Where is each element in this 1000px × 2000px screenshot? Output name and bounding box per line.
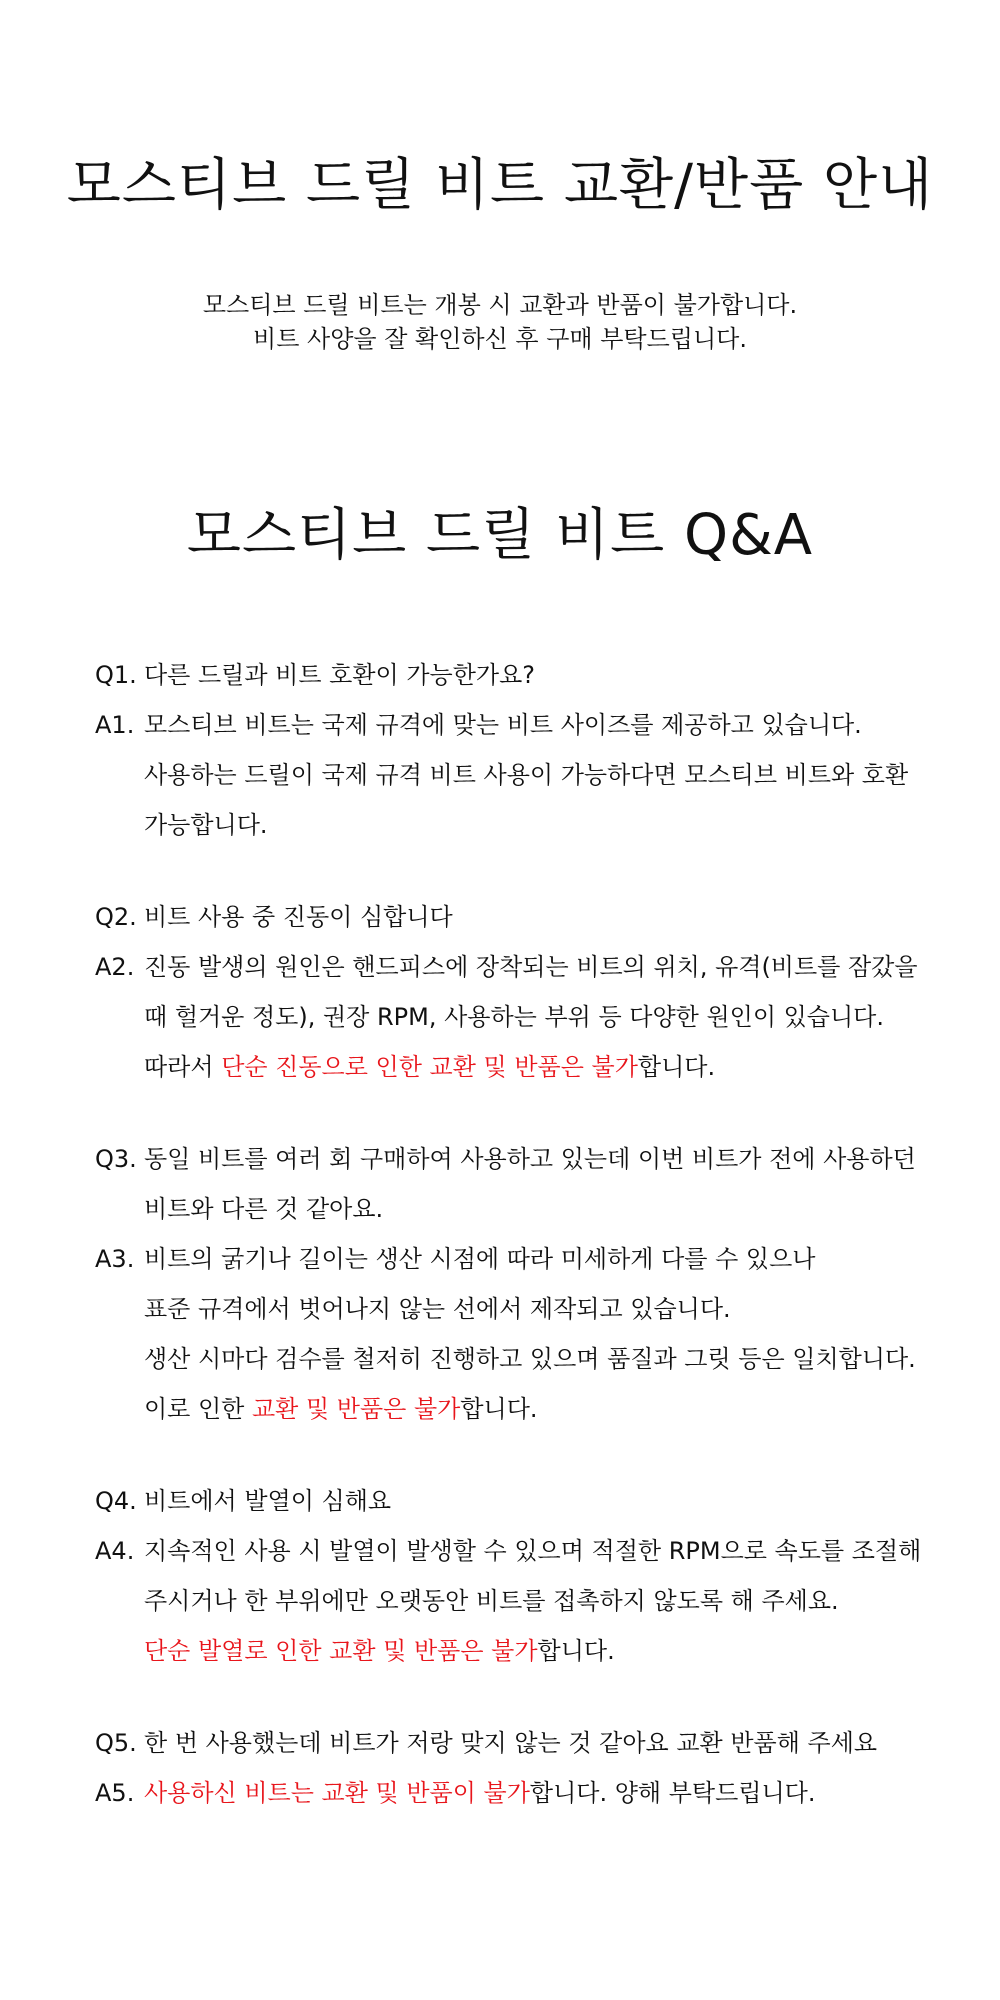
answer-prefix: A5. bbox=[95, 1779, 135, 1807]
qa-item-3 bbox=[95, 1134, 975, 1434]
answer-prefix: A2. bbox=[95, 953, 135, 981]
qa-section-title: 모스티브 드릴 비트 Q&A bbox=[186, 503, 814, 568]
answer-text: 따라서 bbox=[144, 1053, 222, 1081]
answer-body bbox=[144, 1526, 921, 1676]
answer-line: 생산 시마다 검수를 철저히 진행하고 있으며 품질과 그릿 등은 일치합니다. bbox=[144, 1345, 916, 1373]
question-prefix: Q2. bbox=[95, 903, 137, 931]
answer-text: 합니다. bbox=[637, 1053, 716, 1081]
question-line: 비트와 다른 것 같아요. bbox=[144, 1195, 384, 1223]
answer-line: 가능합니다. bbox=[144, 811, 268, 839]
question-prefix: Q4. bbox=[95, 1487, 137, 1515]
answer bbox=[95, 700, 975, 850]
question-text: 한 번 사용했는데 비트가 저랑 맞지 않는 것 같아요 교환 반품해 주세요 bbox=[144, 1729, 878, 1757]
answer-line bbox=[144, 1768, 815, 1818]
qa-item-2 bbox=[95, 892, 975, 1092]
question bbox=[95, 892, 975, 942]
question-prefix: Q3. bbox=[95, 1145, 137, 1173]
answer-emphasis: 단순 발열로 인한 교환 및 반품은 불가 bbox=[144, 1637, 538, 1665]
answer-line bbox=[144, 1042, 918, 1092]
answer-prefix: A3. bbox=[95, 1245, 135, 1273]
answer bbox=[95, 1234, 975, 1434]
notice-line: 모스티브 드릴 비트는 개봉 시 교환과 반품이 불가합니다. bbox=[202, 291, 798, 319]
answer-prefix: A4. bbox=[95, 1537, 135, 1565]
question bbox=[95, 650, 975, 700]
answer bbox=[95, 942, 975, 1092]
qa-item-4 bbox=[95, 1476, 975, 1676]
question bbox=[95, 1134, 975, 1234]
question-body bbox=[144, 1134, 916, 1234]
qa-item-5 bbox=[95, 1718, 975, 1818]
qa-list bbox=[95, 650, 975, 1860]
notice-text bbox=[0, 288, 1000, 356]
answer-text: 합니다. 양해 부탁드립니다. bbox=[529, 1779, 816, 1807]
answer bbox=[95, 1768, 975, 1818]
answer-text: 합니다. bbox=[537, 1637, 615, 1665]
answer-body bbox=[144, 1234, 916, 1434]
qa-item-1 bbox=[95, 650, 975, 850]
question-text: 비트 사용 중 진동이 심합니다 bbox=[144, 903, 453, 931]
question bbox=[95, 1718, 975, 1768]
answer-line: 주시거나 한 부위에만 오랫동안 비트를 접촉하지 않도록 해 주세요. bbox=[144, 1587, 839, 1615]
answer-line: 표준 규격에서 벗어나지 않는 선에서 제작되고 있습니다. bbox=[144, 1295, 731, 1323]
answer-text: 이로 인한 bbox=[144, 1395, 252, 1423]
answer-body bbox=[144, 700, 908, 850]
answer-line bbox=[144, 1626, 921, 1676]
answer-line: 지속적인 사용 시 발열이 발생할 수 있으며 적절한 RPM으로 속도를 조절해 bbox=[144, 1537, 922, 1565]
answer-line: 모스티브 비트는 국제 규격에 맞는 비트 사이즈를 제공하고 있습니다. bbox=[144, 711, 862, 739]
answer-emphasis: 교환 및 반품은 불가 bbox=[252, 1395, 461, 1423]
question-prefix: Q5. bbox=[95, 1729, 137, 1757]
page-title: 모스티브 드릴 비트 교환/반품 안내 bbox=[66, 153, 934, 218]
answer-text: 합니다. bbox=[460, 1395, 538, 1423]
notice-line: 비트 사양을 잘 확인하신 후 구매 부탁드립니다. bbox=[253, 325, 747, 353]
question bbox=[95, 1476, 975, 1526]
answer-emphasis: 사용하신 비트는 교환 및 반품이 불가 bbox=[144, 1779, 530, 1807]
answer-line: 사용하는 드릴이 국제 규격 비트 사용이 가능하다면 모스티브 비트와 호환 bbox=[144, 761, 909, 789]
question-prefix: Q1. bbox=[95, 661, 137, 689]
answer-line bbox=[144, 1384, 916, 1434]
question-text: 다른 드릴과 비트 호환이 가능한가요? bbox=[144, 661, 536, 689]
answer-prefix: A1. bbox=[95, 711, 135, 739]
answer-body bbox=[144, 1768, 815, 1818]
answer-line: 비트의 굵기나 길이는 생산 시점에 따라 미세하게 다를 수 있으나 bbox=[144, 1245, 816, 1273]
answer-line: 진동 발생의 원인은 핸드피스에 장착되는 비트의 위치, 유격(비트를 잠갔을 bbox=[144, 953, 918, 981]
question-line: 동일 비트를 여러 회 구매하여 사용하고 있는데 이번 비트가 전에 사용하던 bbox=[144, 1145, 916, 1173]
answer-emphasis: 단순 진동으로 인한 교환 및 반품은 불가 bbox=[221, 1053, 638, 1081]
question-text: 비트에서 발열이 심해요 bbox=[144, 1487, 392, 1515]
answer bbox=[95, 1526, 975, 1676]
answer-body bbox=[144, 942, 918, 1092]
answer-line: 때 헐거운 정도), 권장 RPM, 사용하는 부위 등 다양한 원인이 있습니다. bbox=[144, 1003, 884, 1031]
